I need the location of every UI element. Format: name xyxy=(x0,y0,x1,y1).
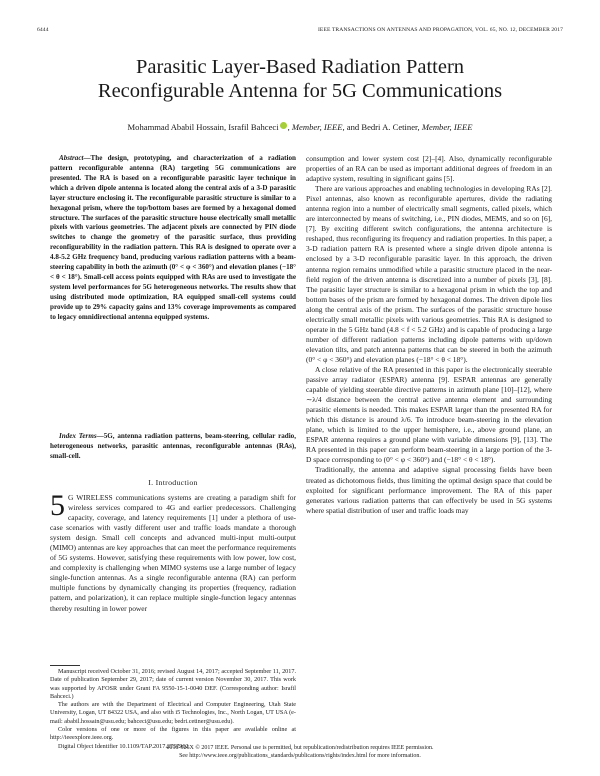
author-role-1: Member, IEEE xyxy=(291,122,343,132)
introduction-text: G WIRELESS communications systems are creating a paradigm shift for wireless services compared to 4G and earlier predecessors. Challenging capacity, coverage, and latency requirements [1] under a plethora of use-case scenarios with vastly different user and traffic loads mandate a thorough system design. Small cell concepts and advanced multi-input multi-output (MIMO) antennas are key approaches that can meet the performance requirements of 5G systems. However, satisfying these requirements with low power, low cost, and complexity is challenging when MIMO systems use a large number of legacy single-function antennas. As a single reconfigurable antenna (RA) can perform multiple functions by dynamically changing its properties (frequency, radiation pattern, and polarization), it can replace multiple single-function legacy antennas thereby resulting in lower power xyxy=(50,493,296,613)
right-column-body xyxy=(306,154,552,516)
paragraph-espar: A close relative of the RA presented in this paper is the electronically steerable passive array radiator (ESPAR) antenna [9]. ESPAR antennas are generally capable of yielding steerable directive patterns in azimuth plane [10]–[12], where ∼λ/4 distance between the central active antenna element and surrounding parasitic elements is needed. This makes ESPAR larger than the presented RA for which this distance is around λ/6. To introduce beam-steering in the elevation plane, which is limited to the upper hemisphere, i.e., above ground plane, an ESPAR antenna requires a ground plane with variable dimensions [9], [13]. The RA presented in this paper can perform beam-steering in a large portion of the 3-D space corresponding to (0° < φ < 360°) and (−18° < θ < 18°). xyxy=(306,364,552,465)
introduction-body xyxy=(50,489,296,614)
copyright-line: 0018-926X © 2017 IEEE. Personal use is permitted, but republication/redistribution requires IEEE permission. xyxy=(166,745,434,751)
author-role-2: Member, IEEE xyxy=(421,122,473,132)
journal-name: IEEE TRANSACTIONS ON ANTENNAS AND PROPAGATION, VOL. 65, NO. 12, DECEMBER 2017 xyxy=(317,27,563,33)
abstract xyxy=(50,154,296,323)
paragraph-continuation: consumption and lower system cost [2]–[4]. Also, dynamically reconfigurable properties of an RA can be used as important additional degrees of freedom in an adaptive system, resulting in significant gains [5]. xyxy=(306,154,552,184)
paper-title xyxy=(40,55,560,103)
footnote-affiliation: The authors are with the Department of Electrical and Computer Engineering, Utah State University, Logan, UT 84322 USA, and also with i5 Technologies, Inc., North Logan, UT USA (e-mail: ababil.hossain@usu.edu; bahceci@usu.edu; bedri.cetiner@usu.edu). xyxy=(50,701,296,725)
section-heading-introduction: I. Introduction xyxy=(148,478,198,487)
author-list: Mohammad Ababil Hossain, Israfil Bahceci , Member, IEEE, and Bedri A. Cetiner, Member, IEEE xyxy=(127,122,473,132)
copyright-footer xyxy=(40,744,560,761)
footnote-divider xyxy=(50,665,80,666)
footnote-color-versions: Color versions of one or more of the figures in this paper are available online at http://ieeexplore.ieee.org. xyxy=(50,726,296,742)
index-terms-label: Index Terms xyxy=(59,432,97,440)
orcid-icon[interactable] xyxy=(280,122,287,129)
index-terms-text: —5G, antenna radiation patterns, beam-steering, cellular radio, heterogeneous networks, parasitic antennas, reconfigurable antennas (RAs), small-cell. xyxy=(50,432,296,460)
index-terms xyxy=(50,432,296,462)
footnote-manuscript: Manuscript received October 31, 2016; revised August 14, 2017; accepted September 11, 2017. Date of publication September 29, 2017; date of current version November 30, 2017. This work was supported by AFOSR under Grant FA 9550-15-1-0040 DEF. (Corresponding author: Israfil Bahceci.) xyxy=(50,668,296,700)
authors-names: Mohammad Ababil Hossain, Israfil Bahceci xyxy=(127,122,279,132)
footnote-doi: Digital Object Identifier 10.1109/TAP.2017.2757962 xyxy=(58,742,189,750)
abstract-text: —The design, prototyping, and characterization of a radiation pattern reconfigurable antenna (RA) targeting 5G communications are presented. The RA is based on a reconfigurable parasitic layer technique in which a driven dipole antenna is located along the central axis of a 3-D parasitic layer structure enclosing it. The reconfigurable parasitic structure is similar to a hexagonal prism, where the top/bottom bases are formed by a hexagonal domed structure. The surfaces of the parasitic structure house electrically small metallic pixels with various geometries. The adjacent pixels are connected by PIN diode switches to change the geometry of the parasitic surface, thus providing reconfigurability in the radiation pattern. This RA is designed to operate over a 4.8-5.2 GHz frequency band, producing various radiation patterns with a beam-steering capability in both the azimuth (0° < φ < 360°) and elevation planes (−18° < θ < 18°). Small-cell access points equipped with RAs are used to investigate the system level performances for 5G heterogeneous networks. The results show that using distributed mode optimization, RA equipped small-cell systems could provide up to 29% capacity gains and 13% coverage improvements as compared to legacy omnidirectional antenna equipped systems. xyxy=(50,154,296,321)
drop-cap: 5 xyxy=(50,489,65,522)
paragraph-signal-processing: Traditionally, the antenna and adaptive signal processing fields have been treated as dichotomous fields, thus limiting the optimal design space that could be exploited for significant performance improvement. The RA of this paper generates various radiation patterns that can effectively be used in 5G systems where spatial distribution of user and traffic loads may xyxy=(306,465,552,515)
rights-link-line[interactable]: See http://www.ieee.org/publications_standards/publications/rights/index.html for more information. xyxy=(179,753,421,760)
authors-names-2: , and Bedri A. Cetiner, xyxy=(342,122,420,132)
title-line-1: Parasitic Layer-Based Radiation Pattern xyxy=(135,56,465,78)
footnotes xyxy=(50,668,296,751)
paragraph-enabling-technologies: There are various approaches and enabling technologies in developing RAs [2]. Pixel antennas, also known as reconfigurable apertures, divide the radiating antenna region into a number of electrically small segments, called pixels, which are interconnected by means of switching, i.e., PIN diodes, MEMS, and so on [6], [7]. By exciting different switch configurations, the antenna architecture is reshaped, thus reconfiguring its frequency and radiation properties. In this paper, a 3-D radiation pattern RA is presented where a single driven dipole antenna is enclosed by a 3-D reconfigurable parasitic layer. In this approach, the driven antenna region remains unmodified while a parasitic structure placed in the near-field region of the driven antenna is discretized into a number of pixels [3], [8]. The parasitic layer structure is similar to a hexagonal prism in which the top and bottom bases of the prism are formed by hexagonal domes. The driven dipole lies along the central axis of the prism. The surfaces of the parasitic structure house electrically small metallic pixels with various geometries. This RA is designed to operate in the 5 GHz band (4.8 < f < 5.2 GHz) and is capable of producing a large number of different radiation patterns including dipole patterns with up/down elevation tilts, and patch antenna patterns that can be steered in both the azimuth (0° < φ < 360°) and elevation planes (−18° < θ < 18°). xyxy=(306,184,552,364)
page-number: 6444 xyxy=(37,27,49,33)
abstract-label: Abstract xyxy=(59,154,84,162)
title-line-2: Reconfigurable Antenna for 5G Communications xyxy=(97,80,503,102)
